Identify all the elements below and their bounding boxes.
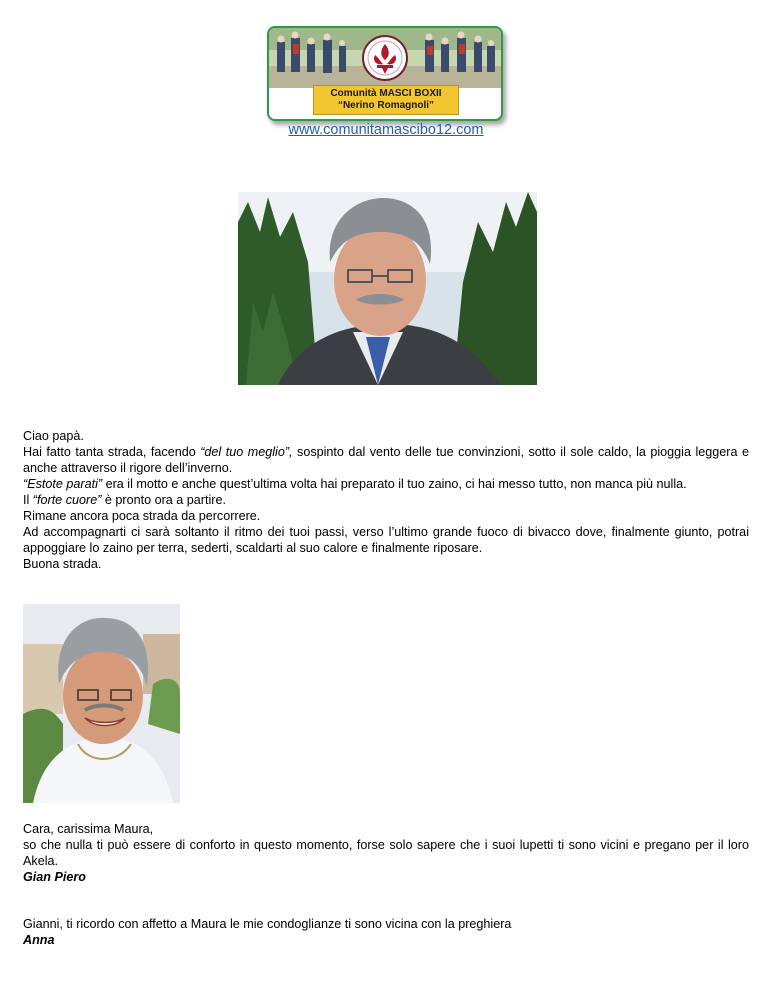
message-signature: Anna <box>23 933 55 947</box>
logo-subtitle: “Nerino Romagnoli” <box>337 100 435 111</box>
masci-logo <box>267 26 503 121</box>
logo-title: Comunità MASCI BOXII <box>330 88 442 99</box>
message-body: Gianni, ti ricordo con affetto a Maura le mie condoglianze ti sono vicina con la preghiera <box>23 917 512 931</box>
message-anna <box>23 916 749 948</box>
logo-caption <box>313 85 459 115</box>
message-signature: Gian Piero <box>23 870 86 884</box>
letter-paragraph: Il “forte cuore” è pronto ora a partire. <box>23 493 226 507</box>
letter-closing: Buona strada. <box>23 557 102 571</box>
message-body: so che nulla ti può essere di conforto in questo momento, forse solo sapere che i suoi lupetti ti sono vicini e pregano per il loro Akela. <box>23 838 749 868</box>
message-greeting: Cara, carissima Maura, <box>23 822 154 836</box>
portrait-photo-smiling-man <box>23 604 180 803</box>
logo-group-photo <box>269 28 501 88</box>
letter-paragraph: Hai fatto tanta strada, facendo “del tuo meglio”, sospinto dal vento delle tue convinzioni, sotto il sole caldo, la pioggia leggera e anche attraverso il rigore dell’inverno. <box>23 445 749 475</box>
portrait-photo-father <box>238 192 537 385</box>
website-link[interactable]: www.comunitamascibo12.com <box>288 122 484 138</box>
letter-greeting: Ciao papà. <box>23 429 84 443</box>
letter-paragraph: Rimane ancora poca strada da percorrere. <box>23 509 261 523</box>
letter-paragraph: Ad accompagnarti ci sarà soltanto il ritmo dei tuoi passi, verso l’ultimo grande fuoco di bivacco dove, finalmente giunto, potrai appoggiare lo zaino per terra, sederti, scaldarti al suo calore e finalmente riposare. <box>23 525 749 555</box>
letter-paragraph: “Estote parati” era il motto e anche quest’ultima volta hai preparato il tuo zaino, ci hai messo tutto, non manca più nulla. <box>23 477 687 491</box>
letter-to-father <box>23 428 749 572</box>
message-gian-piero <box>23 821 749 885</box>
